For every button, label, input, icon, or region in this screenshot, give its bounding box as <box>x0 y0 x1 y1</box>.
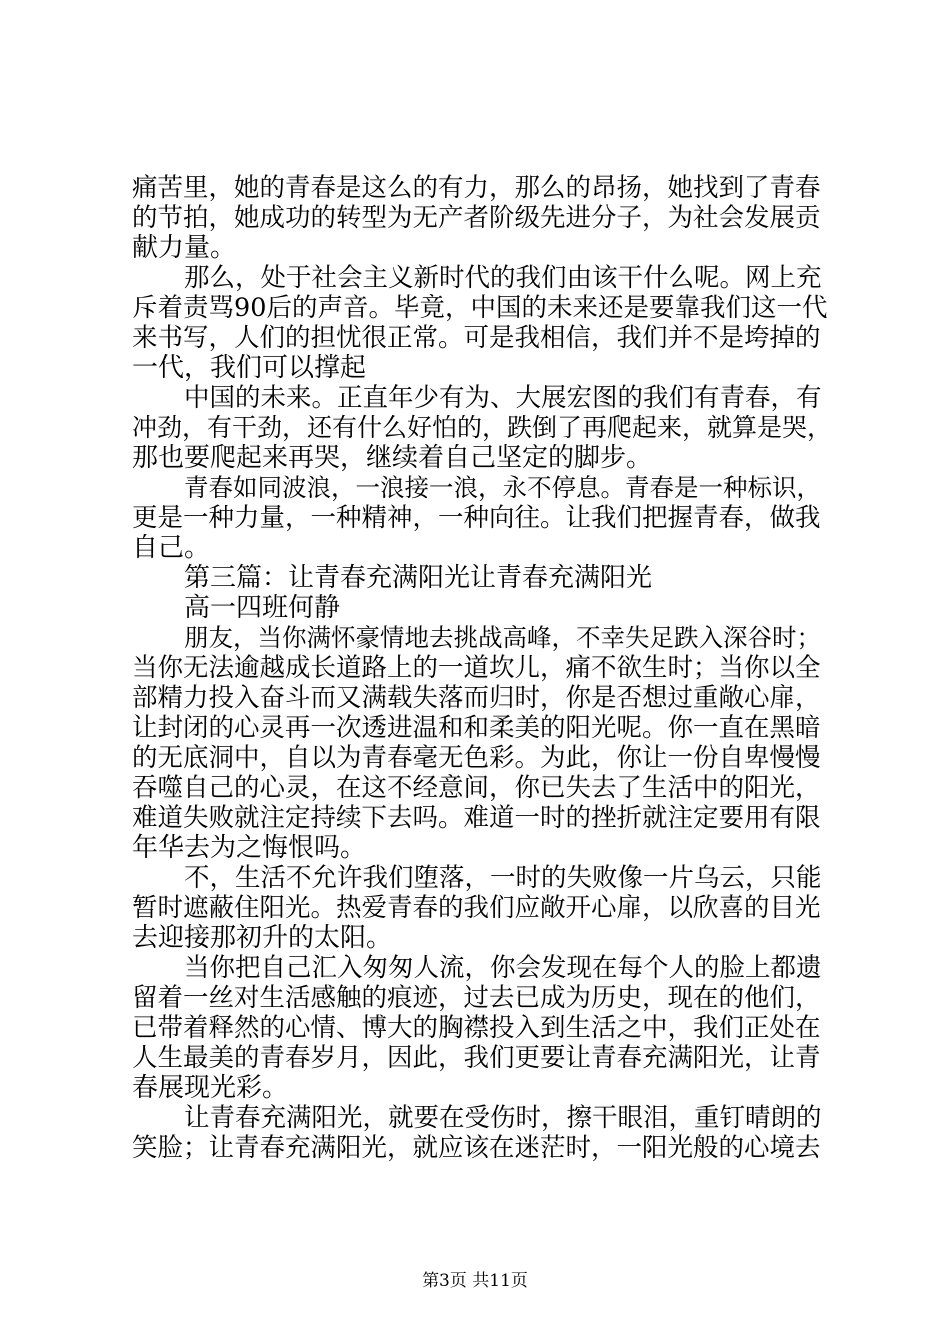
page-number: 第3页 共11页 <box>422 1271 528 1291</box>
text-line: 斥着责骂90后的声音。毕竟，中国的未来还是要靠我们这一代 <box>132 293 828 323</box>
document-body <box>132 173 832 1163</box>
text-line: 年华去为之悔恨吗。 <box>132 833 367 863</box>
text-line: 让青春充满阳光，就要在受伤时，擦干眼泪，重钉晴朗的 <box>184 1103 822 1133</box>
text-line: 不，生活不允许我们堕落，一时的失败像一片乌云，只能 <box>184 863 822 893</box>
text-line: 中国的未来。正直年少有为、大展宏图的我们有青春，有 <box>184 383 822 413</box>
text-line: 当你无法逾越成长道路上的一道坎儿，痛不欲生时；当你以全 <box>132 653 821 683</box>
text-line: 一代，我们可以撑起 <box>132 353 367 383</box>
text-line: 第三篇：让青春充满阳光让青春充满阳光 <box>184 563 653 593</box>
text-line: 来书写，人们的担忧很正常。可是我相信，我们并不是垮掉的 <box>132 323 821 353</box>
text-line: 痛苦里，她的青春是这么的有力，那么的昂扬，她找到了青春 <box>132 173 821 203</box>
text-line: 已带着释然的心情、博大的胸襟投入到生活之中，我们正处在 <box>132 1013 821 1043</box>
text-line: 人生最美的青春岁月，因此，我们更要让青春充满阳光，让青 <box>132 1043 821 1073</box>
text-line: 难道失败就注定持续下去吗。难道一时的挫折就注定要用有限 <box>132 803 821 833</box>
text-line: 朋友，当你满怀豪情地去挑战高峰，不幸失足跌入深谷时； <box>184 623 821 652</box>
text-line: 的无底洞中，自以为青春毫无色彩。为此，你让一份自卑慢慢 <box>132 743 821 773</box>
text-line: 那也要爬起来再哭，继续着自己坚定的脚步。 <box>132 443 653 473</box>
text-line: 更是一种力量，一种精神，一种向往。让我们把握青春，做我 <box>132 503 821 533</box>
text-line: 留着一丝对生活感触的痕迹，过去已成为历史，现在的他们， <box>132 983 821 1013</box>
text-line: 吞噬自己的心灵，在这不经意间，你已失去了生活中的阳光， <box>132 773 821 803</box>
text-line: 当你把自己汇入匆匆人流，你会发现在每个人的脸上都遗 <box>184 953 822 983</box>
text-line: 让封闭的心灵再一次透进温和和柔美的阳光呢。你一直在黑暗 <box>132 713 821 743</box>
text-line: 春展现光彩。 <box>132 1073 289 1103</box>
text-line: 那么，处于社会主义新时代的我们由该干什么呢。网上充 <box>184 263 822 293</box>
text-line: 暂时遮蔽住阳光。热爱青春的我们应敞开心扉，以欣喜的目光 <box>132 893 821 923</box>
text-line: 去迎接那初升的太阳。 <box>132 923 393 953</box>
text-line: 部精力投入奋斗而又满载失落而归时，你是否想过重敞心扉， <box>132 683 821 713</box>
text-line: 自己。 <box>132 533 211 563</box>
text-line: 献力量。 <box>132 233 237 263</box>
text-line: 的节拍，她成功的转型为无产者阶级先进分子，为社会发展贡 <box>132 203 821 233</box>
text-line: 青春如同波浪，一浪接一浪，永不停息。青春是一种标识， <box>184 473 821 502</box>
text-line: 冲劲，有干劲，还有什么好怕的，跌倒了再爬起来，就算是哭， <box>132 413 833 442</box>
text-line: 高一四班何静 <box>184 593 341 623</box>
text-line: 笑脸；让青春充满阳光，就应该在迷茫时，一阳光般的心境去 <box>132 1133 821 1163</box>
